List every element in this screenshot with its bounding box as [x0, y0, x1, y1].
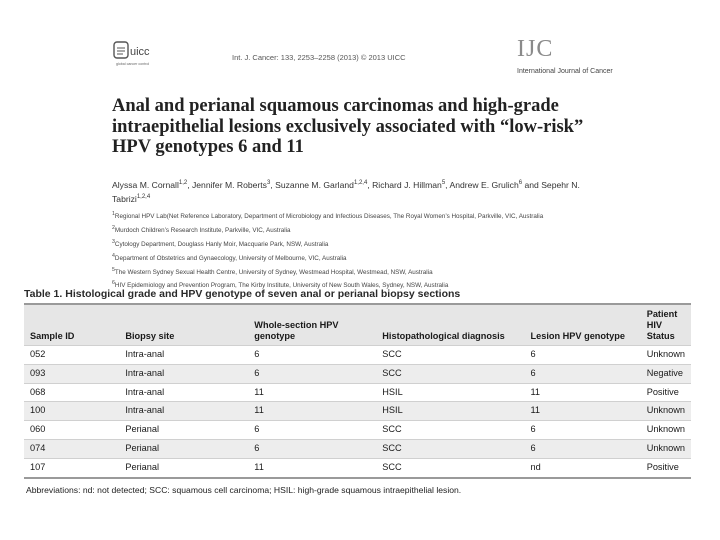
hiv-status-cell: Unknown: [641, 346, 691, 365]
biopsy-site-cell: Intra-anal: [119, 364, 248, 383]
table-row: [24, 439, 691, 458]
affiliation-text: HIV Epidemiology and Prevention Program, The Kirby Institute, University of New South Wales, Sydney, NSW, Australia: [114, 282, 449, 290]
uicc-logo: [112, 40, 160, 68]
whole-section-genotype-cell: 6: [248, 364, 376, 383]
affiliation-number: 4: [112, 252, 115, 259]
column-header: Sample ID: [24, 305, 119, 346]
affiliation-number: 1: [112, 211, 115, 217]
diagnosis-cell: SCC: [376, 421, 524, 440]
diagnosis-cell: SCC: [376, 458, 524, 476]
affiliation-number: 6: [112, 280, 115, 287]
hiv-status-cell: Negative: [641, 364, 691, 383]
sample-id-cell: 107: [24, 458, 119, 476]
diagnosis-cell: SCC: [376, 364, 524, 383]
author-affiliation-marker: 3: [266, 180, 271, 186]
column-header: Whole-section HPV genotype: [248, 305, 376, 346]
affiliation-number: 2: [112, 224, 115, 231]
author-name: Alyssa M. Cornall: [112, 179, 179, 190]
affiliation-list: [112, 209, 632, 292]
affiliation-text: Murdoch Children’s Research Institute, Parkville, VIC, Australia: [114, 226, 291, 234]
sample-id-cell: 060: [24, 421, 119, 440]
author-affiliation-marker: 6: [518, 180, 523, 186]
genotype-table: [24, 305, 691, 477]
author-name: Suzanne M. Garland: [275, 179, 354, 190]
biopsy-site-cell: Perianal: [119, 439, 248, 458]
lesion-genotype-cell: 6: [524, 421, 640, 440]
author-name: Sepehr N. Tabrizi: [112, 179, 580, 205]
lesion-genotype-cell: 6: [524, 364, 640, 383]
table-frame: [24, 303, 691, 479]
table-header-row: [24, 305, 691, 346]
column-header: Lesion HPV genotype: [524, 305, 640, 346]
whole-section-genotype-cell: 6: [248, 439, 376, 458]
journal-mark: IJC: [517, 36, 554, 62]
diagnosis-cell: HSIL: [376, 402, 524, 421]
author-affiliation-marker: 1,2,4: [353, 180, 368, 186]
hiv-status-cell: Positive: [641, 383, 691, 402]
table-footnote: Abbreviations: nd: not detected; SCC: squamous cell carcinoma; HSIL: high-grade squamous intraepithelial lesion.: [26, 484, 462, 495]
lesion-genotype-cell: 11: [524, 383, 640, 402]
citation-line: Int. J. Cancer: 133, 2253–2258 (2013) © 2013 UICC: [232, 53, 406, 62]
affiliation-item: [112, 265, 632, 279]
biopsy-site-cell: Intra-anal: [119, 346, 248, 365]
affiliation-item: [112, 223, 632, 237]
lesion-genotype-cell: nd: [524, 458, 640, 476]
author-name: Jennifer M. Roberts: [191, 179, 267, 190]
hiv-status-cell: Positive: [641, 458, 691, 476]
sample-id-cell: 074: [24, 439, 119, 458]
whole-section-genotype-cell: 6: [248, 346, 376, 365]
table-row: [24, 458, 691, 476]
lesion-genotype-cell: 6: [524, 439, 640, 458]
sample-id-cell: 093: [24, 364, 119, 383]
affiliation-item: [112, 209, 632, 223]
author-affiliation-marker: 1,2,4: [136, 194, 151, 201]
table-row: [24, 383, 691, 402]
affiliation-text: Regional HPV Lab(Net Reference Laboratory, Department of Microbiology and Infectious Diseases, The Royal Women’s Hospital, Parkville, VIC, Australia: [114, 213, 544, 221]
logo-tagline: global cancer control: [116, 62, 150, 66]
journal-name: International Journal of Cancer: [517, 68, 613, 75]
hiv-status-cell: Unknown: [641, 439, 691, 458]
lesion-genotype-cell: 11: [524, 402, 640, 421]
table-row: [24, 402, 691, 421]
author-list: Alyssa M. Cornall$^{1,2}$, Jennifer M. Roberts$^3$, Suzanne M. Garland$^{1,2,4}$, Richard J. Hillman$^5$, Andrew E. Grulich$^6$ and Sepehr N. Tabrizi$^{1,2,4}$: [112, 179, 580, 205]
affiliation-text: Cytology Department, Douglass Hanly Moir, Macquarie Park, NSW, Australia: [114, 240, 329, 248]
sample-id-cell: 052: [24, 346, 119, 365]
whole-section-genotype-cell: 6: [248, 421, 376, 440]
biopsy-site-cell: Perianal: [119, 458, 248, 476]
table-row: [24, 364, 691, 383]
lesion-genotype-cell: 6: [524, 346, 640, 365]
table-caption: Table 1. Histological grade and HPV genotype of seven anal or perianal biopsy sections: [24, 288, 461, 300]
author-name: Andrew E. Grulich: [449, 179, 519, 190]
column-header: Histopathological diagnosis: [376, 305, 524, 346]
author-affiliation-marker: 1,2: [178, 180, 188, 186]
affiliation-item: [112, 251, 632, 265]
logo-text: uicc: [130, 46, 150, 58]
biopsy-site-cell: Intra-anal: [119, 402, 248, 421]
whole-section-genotype-cell: 11: [248, 458, 376, 476]
whole-section-genotype-cell: 11: [248, 383, 376, 402]
table-row: [24, 421, 691, 440]
hiv-status-cell: Unknown: [641, 402, 691, 421]
author-name: Richard J. Hillman: [372, 179, 442, 190]
affiliation-text: Department of Obstetrics and Gynaecology, University of Melbourne, VIC, Australia: [114, 254, 347, 262]
affiliation-number: 3: [112, 238, 115, 245]
affiliation-number: 5: [112, 266, 115, 273]
table-row: [24, 346, 691, 365]
sample-id-cell: 068: [24, 383, 119, 402]
sample-id-cell: 100: [24, 402, 119, 421]
diagnosis-cell: SCC: [376, 439, 524, 458]
hiv-status-cell: Unknown: [641, 421, 691, 440]
diagnosis-cell: SCC: [376, 346, 524, 365]
affiliation-text: The Western Sydney Sexual Health Centre, University of Sydney, Westmead Hospital, Westmead, NSW, Australia: [114, 268, 433, 276]
biopsy-site-cell: Perianal: [119, 421, 248, 440]
whole-section-genotype-cell: 11: [248, 402, 376, 421]
column-header: Biopsy site: [119, 305, 248, 346]
author-affiliation-marker: 5: [441, 180, 446, 186]
column-header: Patient HIV Status: [641, 305, 691, 346]
paper-title: Anal and perianal squamous carcinomas and high-grade intraepithelial lesions exclusively associated with “low-risk” HPV genotypes 6 and 11: [112, 96, 584, 157]
table-block: [24, 287, 691, 495]
table-body: [24, 346, 691, 477]
affiliation-item: [112, 237, 632, 251]
biopsy-site-cell: Intra-anal: [119, 383, 248, 402]
diagnosis-cell: HSIL: [376, 383, 524, 402]
